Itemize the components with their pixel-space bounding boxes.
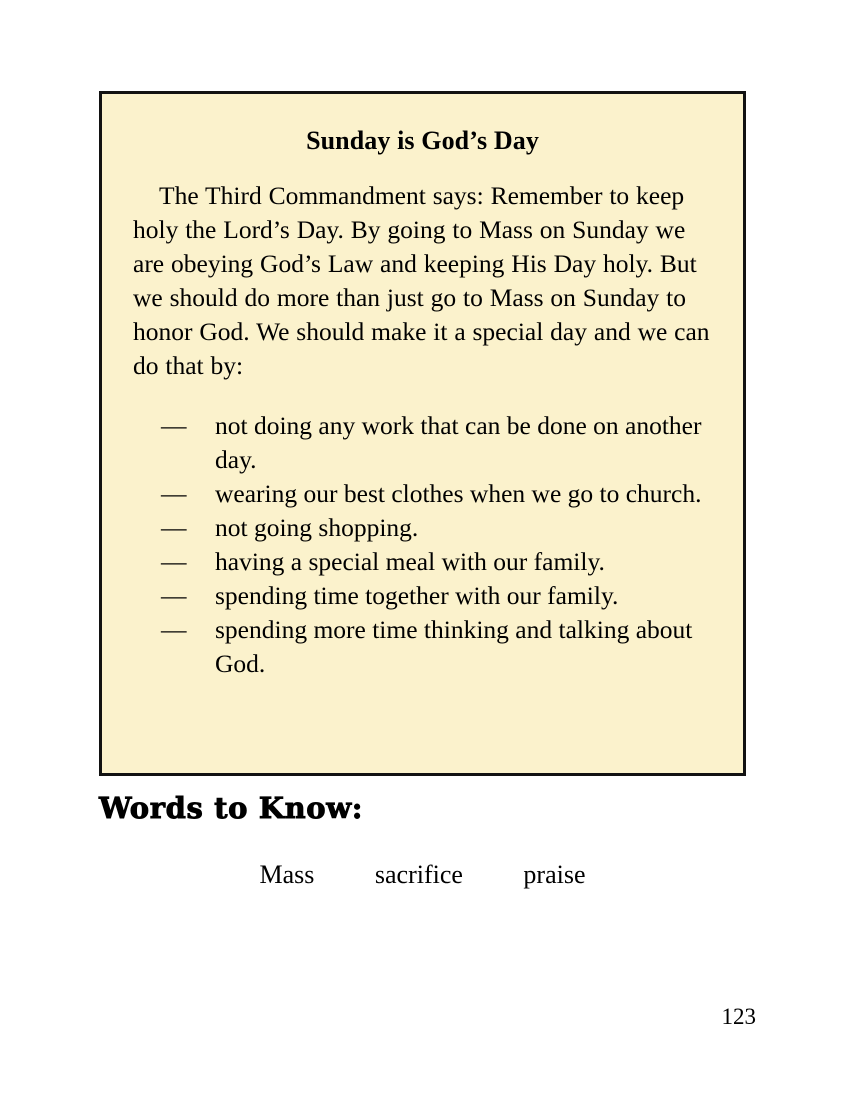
list-item — [102, 579, 743, 613]
vocabulary-word: sacrifice — [374, 860, 463, 889]
lesson-paragraph: The Third Commandment says: Remember to keep holy the Lord’s Day. By going to Mass on Sunday we are obeying God’s Law and keeping His Day holy. But we should do more than just go to Mass on Sunday to honor God. We should make it a special day and we can do that by: — [133, 180, 710, 380]
vocabulary-word: praise — [523, 860, 586, 889]
list-item-label: spending more time thinking and talking about God. — [215, 614, 693, 678]
list-item — [102, 477, 743, 511]
em-dash-marker-icon: — — [161, 512, 187, 542]
em-dash-marker-icon: — — [161, 580, 187, 610]
em-dash-marker-icon: — — [161, 614, 187, 644]
em-dash-marker-icon: — — [161, 546, 187, 576]
list-item-label: spending time together with our family. — [215, 580, 619, 610]
vocabulary-word: Mass — [259, 860, 315, 889]
list-item-label: not going shopping. — [215, 512, 419, 542]
page-number: 123 — [721, 1004, 756, 1029]
list-item-label: wearing our best clothes when we go to church. — [215, 478, 702, 508]
em-dash-marker-icon: — — [161, 478, 187, 508]
list-item-label: not doing any work that can be done on another day. — [215, 410, 702, 474]
list-item-label: having a special meal with our family. — [215, 546, 605, 576]
list-item — [102, 409, 743, 477]
list-item — [102, 613, 743, 681]
lesson-box — [99, 91, 746, 776]
lesson-title: Sunday is God’s Day — [306, 126, 539, 155]
em-dash-marker-icon: — — [161, 410, 187, 440]
list-item — [102, 545, 743, 579]
practice-list — [102, 383, 743, 681]
list-item — [102, 511, 743, 545]
words-to-know-heading: Words to Know: — [99, 791, 364, 825]
vocabulary-word-row — [99, 858, 746, 892]
